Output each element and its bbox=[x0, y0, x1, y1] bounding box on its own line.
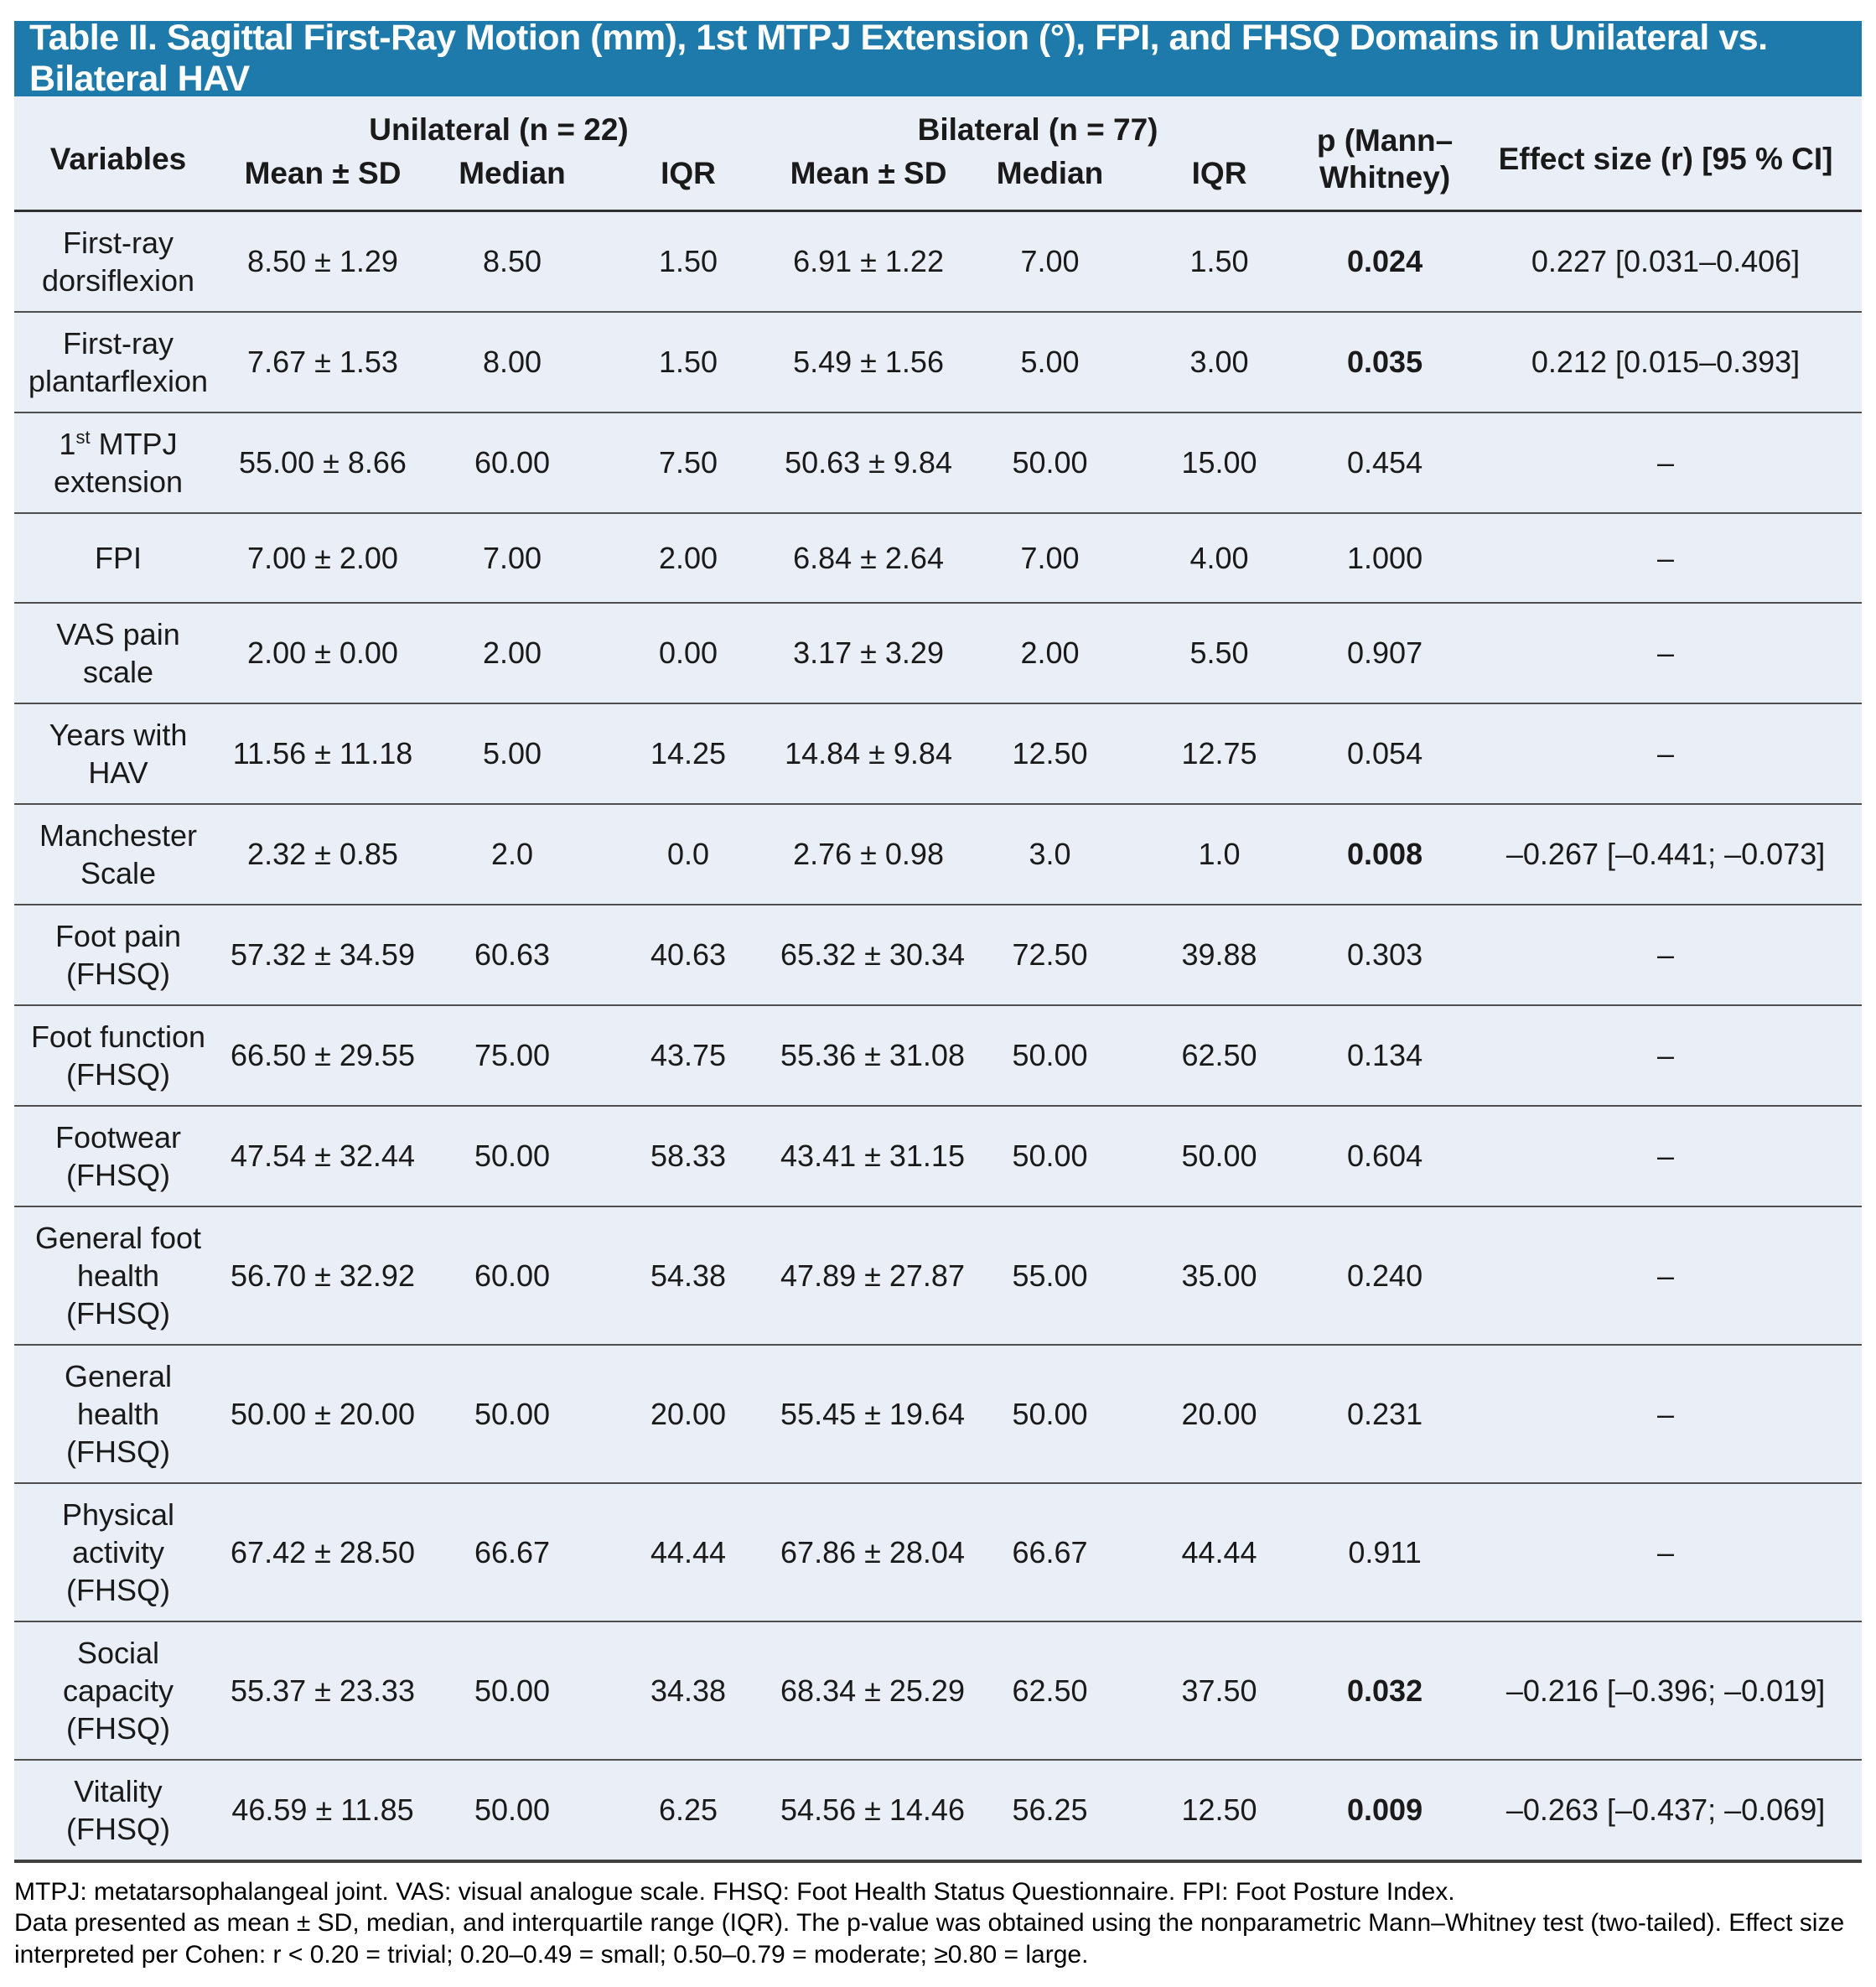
cell-uni-iqr: 0.00 bbox=[601, 603, 775, 703]
cell-bil-iqr: 37.50 bbox=[1138, 1621, 1300, 1760]
cell-bil-mean: 65.32 ± 30.34 bbox=[775, 905, 961, 1005]
cell-variable: Vitality (FHSQ) bbox=[14, 1760, 222, 1861]
cell-bil-mean: 47.89 ± 27.87 bbox=[775, 1206, 961, 1345]
cell-uni-median: 8.50 bbox=[423, 210, 601, 312]
cell-bil-median: 50.00 bbox=[961, 1345, 1138, 1483]
cell-variable: Years with HAV bbox=[14, 703, 222, 804]
cell-p: 0.454 bbox=[1300, 412, 1469, 513]
cell-bil-mean: 67.86 ± 28.04 bbox=[775, 1483, 961, 1621]
cell-uni-median: 66.67 bbox=[423, 1483, 601, 1621]
cell-bil-iqr: 12.75 bbox=[1138, 703, 1300, 804]
cell-bil-iqr: 1.0 bbox=[1138, 804, 1300, 905]
cell-variable: Footwear (FHSQ) bbox=[14, 1106, 222, 1206]
footnote-methods: Data presented as mean ± SD, median, and interquartile range (IQR). The p-value was obtained using the nonparametric Mann–Whitney test (two-tailed). Effect size interpreted per Cohen: r < 0.20 = trivial; 0.20–0.49 = small; 0.50–0.79 = moderate; ≥0.80 = large. bbox=[14, 1909, 1845, 1969]
cell-p: 0.907 bbox=[1300, 603, 1469, 703]
cell-uni-mean: 56.70 ± 32.92 bbox=[222, 1206, 423, 1345]
cell-effect: –0.267 [–0.441; –0.073] bbox=[1469, 804, 1862, 905]
cell-bil-mean: 68.34 ± 25.29 bbox=[775, 1621, 961, 1760]
cell-effect: –0.263 [–0.437; –0.069] bbox=[1469, 1760, 1862, 1861]
cell-effect: – bbox=[1469, 1106, 1862, 1206]
cell-bil-median: 50.00 bbox=[961, 412, 1138, 513]
cell-bil-median: 3.0 bbox=[961, 804, 1138, 905]
cell-variable: Manchester Scale bbox=[14, 804, 222, 905]
cell-p: 0.024 bbox=[1300, 210, 1469, 312]
col-header-bilateral-median: Median bbox=[961, 150, 1138, 210]
cell-effect: –0.216 [–0.396; –0.019] bbox=[1469, 1621, 1862, 1760]
cell-bil-mean: 55.45 ± 19.64 bbox=[775, 1345, 961, 1483]
cell-variable: General foot health (FHSQ) bbox=[14, 1206, 222, 1345]
cell-uni-iqr: 20.00 bbox=[601, 1345, 775, 1483]
cell-uni-median: 50.00 bbox=[423, 1760, 601, 1861]
cell-effect: 0.227 [0.031–0.406] bbox=[1469, 210, 1862, 312]
statistics-table bbox=[14, 96, 1862, 1863]
cell-uni-iqr: 0.0 bbox=[601, 804, 775, 905]
cell-uni-median: 8.00 bbox=[423, 312, 601, 412]
cell-uni-iqr: 44.44 bbox=[601, 1483, 775, 1621]
table-row bbox=[14, 703, 1862, 804]
cell-variable: Foot pain (FHSQ) bbox=[14, 905, 222, 1005]
cell-effect: – bbox=[1469, 603, 1862, 703]
cell-p: 0.009 bbox=[1300, 1760, 1469, 1861]
cell-effect: – bbox=[1469, 1483, 1862, 1621]
cell-variable: Social capacity (FHSQ) bbox=[14, 1621, 222, 1760]
cell-uni-median: 50.00 bbox=[423, 1621, 601, 1760]
cell-effect: – bbox=[1469, 905, 1862, 1005]
table-row bbox=[14, 1206, 1862, 1345]
cell-uni-mean: 55.00 ± 8.66 bbox=[222, 412, 423, 513]
cell-effect: – bbox=[1469, 1206, 1862, 1345]
col-group-unilateral: Unilateral (n = 22) bbox=[369, 112, 629, 147]
cell-bil-iqr: 35.00 bbox=[1138, 1206, 1300, 1345]
cell-variable: First-ray dorsiflexion bbox=[14, 210, 222, 312]
cell-bil-iqr: 12.50 bbox=[1138, 1760, 1300, 1861]
col-header-bilateral-iqr: IQR bbox=[1138, 150, 1300, 210]
col-header-unilateral-iqr: IQR bbox=[601, 150, 775, 210]
cell-bil-iqr: 44.44 bbox=[1138, 1483, 1300, 1621]
table-row bbox=[14, 905, 1862, 1005]
col-header-unilateral-mean-sd: Mean ± SD bbox=[222, 150, 423, 210]
cell-uni-mean: 46.59 ± 11.85 bbox=[222, 1760, 423, 1861]
cell-variable: FPI bbox=[14, 513, 222, 603]
table-row bbox=[14, 1483, 1862, 1621]
table-body bbox=[14, 210, 1862, 1861]
cell-bil-mean: 54.56 ± 14.46 bbox=[775, 1760, 961, 1861]
cell-p: 0.032 bbox=[1300, 1621, 1469, 1760]
col-header-bilateral-mean-sd: Mean ± SD bbox=[775, 150, 961, 210]
cell-p: 0.240 bbox=[1300, 1206, 1469, 1345]
cell-p: 0.035 bbox=[1300, 312, 1469, 412]
cell-p: 0.054 bbox=[1300, 703, 1469, 804]
cell-bil-iqr: 50.00 bbox=[1138, 1106, 1300, 1206]
cell-uni-iqr: 7.50 bbox=[601, 412, 775, 513]
cell-uni-median: 50.00 bbox=[423, 1345, 601, 1483]
cell-variable: VAS pain scale bbox=[14, 603, 222, 703]
cell-bil-median: 72.50 bbox=[961, 905, 1138, 1005]
table-row bbox=[14, 1760, 1862, 1861]
cell-bil-iqr: 3.00 bbox=[1138, 312, 1300, 412]
table-row bbox=[14, 1005, 1862, 1106]
cell-uni-median: 50.00 bbox=[423, 1106, 601, 1206]
cell-uni-median: 60.63 bbox=[423, 905, 601, 1005]
cell-uni-iqr: 40.63 bbox=[601, 905, 775, 1005]
cell-bil-mean: 3.17 ± 3.29 bbox=[775, 603, 961, 703]
table-row bbox=[14, 603, 1862, 703]
table-header bbox=[14, 96, 1862, 210]
cell-bil-mean: 55.36 ± 31.08 bbox=[775, 1005, 961, 1106]
cell-p: 0.604 bbox=[1300, 1106, 1469, 1206]
cell-bil-iqr: 39.88 bbox=[1138, 905, 1300, 1005]
cell-bil-iqr: 62.50 bbox=[1138, 1005, 1300, 1106]
table-footnotes bbox=[14, 1863, 1862, 1971]
cell-effect: 0.212 [0.015–0.393] bbox=[1469, 312, 1862, 412]
col-header-effect-size: Effect size (r) [95 % CI] bbox=[1469, 96, 1862, 210]
cell-bil-median: 55.00 bbox=[961, 1206, 1138, 1345]
cell-uni-median: 60.00 bbox=[423, 412, 601, 513]
table-row bbox=[14, 1345, 1862, 1483]
cell-bil-mean: 43.41 ± 31.15 bbox=[775, 1106, 961, 1206]
cell-uni-iqr: 54.38 bbox=[601, 1206, 775, 1345]
cell-uni-median: 2.00 bbox=[423, 603, 601, 703]
cell-uni-iqr: 34.38 bbox=[601, 1621, 775, 1760]
cell-variable: Physical activity (FHSQ) bbox=[14, 1483, 222, 1621]
table-row bbox=[14, 513, 1862, 603]
cell-bil-median: 50.00 bbox=[961, 1106, 1138, 1206]
cell-uni-median: 2.0 bbox=[423, 804, 601, 905]
cell-uni-mean: 7.67 ± 1.53 bbox=[222, 312, 423, 412]
cell-bil-median: 7.00 bbox=[961, 210, 1138, 312]
cell-uni-iqr: 1.50 bbox=[601, 312, 775, 412]
cell-uni-mean: 11.56 ± 11.18 bbox=[222, 703, 423, 804]
footnote-abbreviations: MTPJ: metatarsophalangeal joint. VAS: visual analogue scale. FHSQ: Foot Health Status Questionnaire. FPI: Foot Posture Index. bbox=[14, 1877, 1455, 1906]
cell-bil-iqr: 5.50 bbox=[1138, 603, 1300, 703]
col-header-variables: Variables bbox=[14, 96, 222, 210]
table-row bbox=[14, 1106, 1862, 1206]
cell-uni-mean: 67.42 ± 28.50 bbox=[222, 1483, 423, 1621]
cell-uni-iqr: 2.00 bbox=[601, 513, 775, 603]
cell-p: 0.231 bbox=[1300, 1345, 1469, 1483]
cell-p: 1.000 bbox=[1300, 513, 1469, 603]
cell-uni-mean: 7.00 ± 2.00 bbox=[222, 513, 423, 603]
cell-p: 0.008 bbox=[1300, 804, 1469, 905]
cell-variable: General health (FHSQ) bbox=[14, 1345, 222, 1483]
table-row bbox=[14, 312, 1862, 412]
cell-uni-iqr: 14.25 bbox=[601, 703, 775, 804]
cell-uni-mean: 2.32 ± 0.85 bbox=[222, 804, 423, 905]
cell-effect: – bbox=[1469, 703, 1862, 804]
cell-bil-mean: 6.91 ± 1.22 bbox=[775, 210, 961, 312]
cell-uni-median: 60.00 bbox=[423, 1206, 601, 1345]
cell-bil-median: 56.25 bbox=[961, 1760, 1138, 1861]
col-header-p-mann-whitney: p (Mann–Whitney) bbox=[1300, 96, 1469, 210]
cell-bil-iqr: 20.00 bbox=[1138, 1345, 1300, 1483]
col-header-unilateral-median: Median bbox=[423, 150, 601, 210]
cell-effect: – bbox=[1469, 513, 1862, 603]
cell-bil-iqr: 15.00 bbox=[1138, 412, 1300, 513]
cell-uni-iqr: 1.50 bbox=[601, 210, 775, 312]
cell-bil-mean: 14.84 ± 9.84 bbox=[775, 703, 961, 804]
cell-bil-mean: 50.63 ± 9.84 bbox=[775, 412, 961, 513]
cell-uni-mean: 55.37 ± 23.33 bbox=[222, 1621, 423, 1760]
cell-p: 0.911 bbox=[1300, 1483, 1469, 1621]
cell-p: 0.134 bbox=[1300, 1005, 1469, 1106]
cell-bil-iqr: 4.00 bbox=[1138, 513, 1300, 603]
cell-bil-iqr: 1.50 bbox=[1138, 210, 1300, 312]
cell-uni-mean: 66.50 ± 29.55 bbox=[222, 1005, 423, 1106]
cell-bil-mean: 2.76 ± 0.98 bbox=[775, 804, 961, 905]
cell-uni-mean: 2.00 ± 0.00 bbox=[222, 603, 423, 703]
cell-uni-iqr: 6.25 bbox=[601, 1760, 775, 1861]
cell-effect: – bbox=[1469, 1005, 1862, 1106]
col-group-bilateral: Bilateral (n = 77) bbox=[917, 112, 1158, 147]
cell-effect: – bbox=[1469, 1345, 1862, 1483]
cell-uni-median: 5.00 bbox=[423, 703, 601, 804]
table-row bbox=[14, 1621, 1862, 1760]
cell-bil-median: 50.00 bbox=[961, 1005, 1138, 1106]
cell-variable: First-ray plantarflexion bbox=[14, 312, 222, 412]
cell-uni-iqr: 43.75 bbox=[601, 1005, 775, 1106]
cell-uni-mean: 47.54 ± 32.44 bbox=[222, 1106, 423, 1206]
cell-uni-iqr: 58.33 bbox=[601, 1106, 775, 1206]
cell-p: 0.303 bbox=[1300, 905, 1469, 1005]
table-row bbox=[14, 412, 1862, 513]
cell-uni-mean: 8.50 ± 1.29 bbox=[222, 210, 423, 312]
cell-bil-median: 66.67 bbox=[961, 1483, 1138, 1621]
cell-bil-median: 12.50 bbox=[961, 703, 1138, 804]
cell-variable: 1st MTPJ extension bbox=[14, 412, 222, 513]
cell-bil-median: 5.00 bbox=[961, 312, 1138, 412]
cell-uni-mean: 50.00 ± 20.00 bbox=[222, 1345, 423, 1483]
cell-bil-mean: 6.84 ± 2.64 bbox=[775, 513, 961, 603]
cell-bil-median: 7.00 bbox=[961, 513, 1138, 603]
cell-effect: – bbox=[1469, 412, 1862, 513]
cell-bil-mean: 5.49 ± 1.56 bbox=[775, 312, 961, 412]
cell-bil-median: 2.00 bbox=[961, 603, 1138, 703]
cell-uni-mean: 57.32 ± 34.59 bbox=[222, 905, 423, 1005]
cell-uni-median: 75.00 bbox=[423, 1005, 601, 1106]
table-row bbox=[14, 804, 1862, 905]
cell-variable: Foot function (FHSQ) bbox=[14, 1005, 222, 1106]
table-row bbox=[14, 210, 1862, 312]
cell-bil-median: 62.50 bbox=[961, 1621, 1138, 1760]
table-title: Table II. Sagittal First-Ray Motion (mm), 1st MTPJ Extension (°), FPI, and FHSQ Domains in Unilateral vs. Bilateral HAV bbox=[29, 18, 1768, 99]
table-title-bar bbox=[14, 18, 1862, 99]
cell-uni-median: 7.00 bbox=[423, 513, 601, 603]
